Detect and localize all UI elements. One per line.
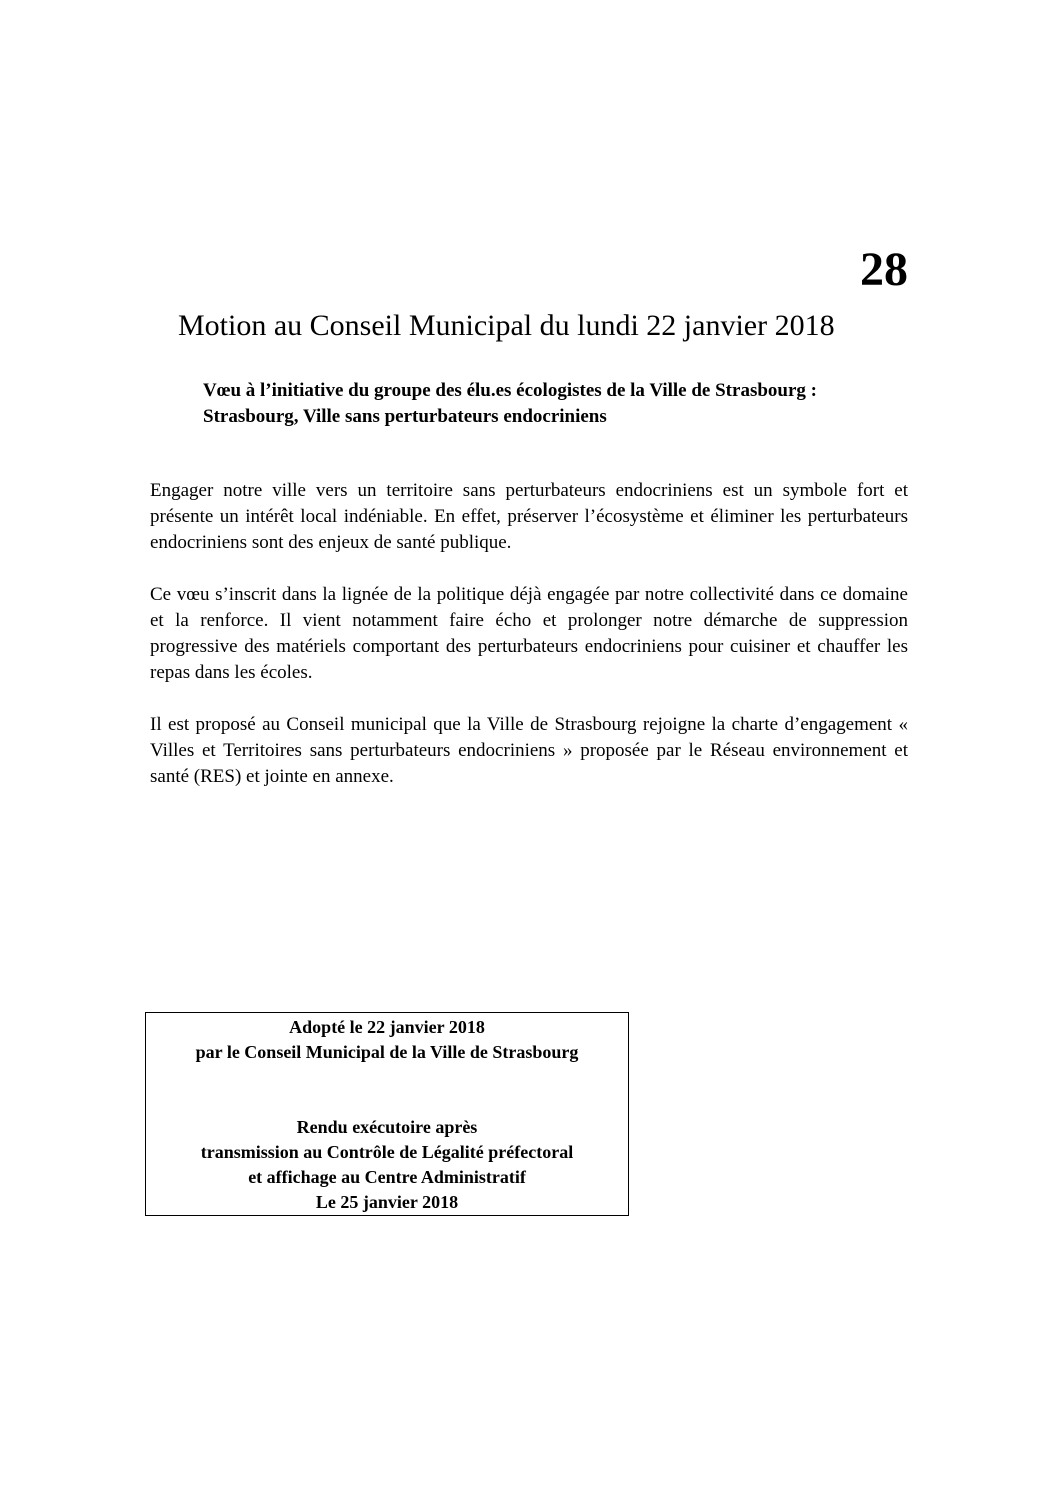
stamp-line: et affichage au Centre Administratif [248, 1167, 526, 1187]
stamp-line: Adopté le 22 janvier 2018 [289, 1017, 485, 1037]
subtitle [203, 378, 923, 430]
subtitle-line: Vœu à l’initiative du groupe des élu.es écologistes de la Ville de Strasbourg : [203, 380, 817, 401]
body-text [150, 478, 908, 816]
paragraph: Engager notre ville vers un territoire sans perturbateurs endocriniens est un symbole fort et présente un intérêt local indéniable. En effet, préserver l’écosystème et éliminer les perturbateurs endocriniens sont des enjeux de santé publique. [150, 480, 908, 553]
stamp-line: transmission au Contrôle de Légalité préfectoral [200, 1142, 574, 1162]
stamp-line: Le 25 janvier 2018 [315, 1192, 459, 1212]
stamp-spacer [146, 1065, 628, 1115]
page-title: Motion au Conseil Municipal du lundi 22 janvier 2018 [178, 309, 835, 342]
paragraph: Il est proposé au Conseil municipal que la Ville de Strasbourg rejoigne la charte d’engagement « Villes et Territoires sans perturbateurs endocriniens » proposée par le Réseau environnement et santé (RES) et jointe en annexe. [150, 714, 908, 787]
paragraph: Ce vœu s’inscrit dans la lignée de la politique déjà engagée par notre collectivité dans ce domaine et la renforce. Il vient notamment faire écho et prolonger notre démarche de suppression progressive des matériels comportant des perturbateurs endocriniens pour cuisiner et chauffer les repas dans les écoles. [150, 584, 908, 683]
subtitle-line: Strasbourg, Ville sans perturbateurs endocriniens [203, 406, 607, 427]
adoption-stamp-box [145, 1012, 629, 1216]
stamp-line: par le Conseil Municipal de la Ville de Strasbourg [195, 1042, 579, 1062]
page-number: 28 [860, 243, 908, 296]
stamp-line: Rendu exécutoire après [296, 1117, 478, 1137]
